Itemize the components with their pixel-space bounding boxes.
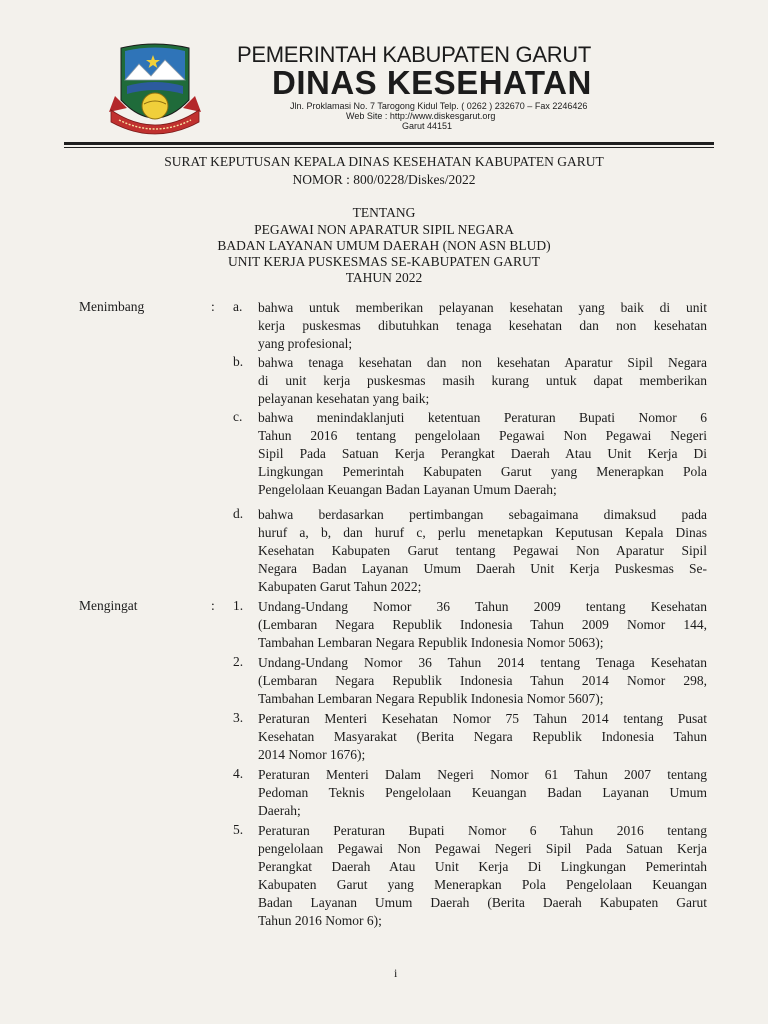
letterhead-rule-thin — [64, 147, 714, 148]
list-item-line: Tambahan Lembaran Negara Republik Indonesia Nomor 5607); — [258, 691, 604, 706]
letterhead-rule-thick — [64, 142, 714, 145]
menimbang-colon: : — [211, 299, 215, 314]
list-item-line: Peraturan Menteri Kesehatan Nomor 75 Tahun 2014 tentang Pusat — [258, 711, 707, 726]
subject-line: PEGAWAI NON APARATUR SIPIL NEGARA — [254, 222, 514, 237]
list-marker: 3. — [233, 710, 244, 725]
list-item-line: huruf a, b, dan huruf c, perlu menetapkan Keputusan Kepala Dinas — [258, 525, 707, 540]
list-marker: b. — [233, 354, 244, 369]
list-item-line: Badan Layanan Umum Daerah (Berita Daerah Kabupaten Garut — [258, 895, 707, 910]
garut-regency-emblem — [107, 40, 203, 140]
mengingat-colon: : — [211, 598, 215, 613]
list-item-line: pengelolaan Pegawai Non Pegawai Negeri Sipil Pada Satuan Kerja — [258, 841, 707, 856]
agency-website: Web Site : http://www.diskesgarut.org — [346, 111, 496, 121]
list-item-line: pelayanan kesehatan yang baik; — [258, 391, 430, 406]
subject-line: UNIT KERJA PUSKESMAS SE-KABUPATEN GARUT — [227, 254, 541, 269]
list-item-line: bahwa tenaga kesehatan dan non kesehatan Aparatur Sipil Negara — [258, 355, 707, 370]
mengingat-label: Mengingat — [79, 598, 138, 613]
agency-city: Garut 44151 — [402, 121, 453, 131]
list-item-line: Kabupaten Garut Tahun 2022; — [258, 579, 422, 594]
list-item-line: (Lembaran Negara Republik Indonesia Tahun 2009 Nomor 144, — [258, 617, 707, 632]
list-marker: 4. — [233, 766, 244, 781]
list-item-line: Pengelolaan Keuangan Badan Layanan Umum Daerah; — [258, 482, 557, 497]
list-item-line: Kabupaten Garut yang Menerapkan Pola Pengelolaan Keuangan — [258, 877, 707, 892]
list-item-line: Peraturan Peraturan Bupati Nomor 6 Tahun 2016 tentang — [258, 823, 707, 838]
list-item-line: yang profesional; — [258, 336, 353, 351]
decree-number: NOMOR : 800/0228/Diskes/2022 — [292, 172, 476, 187]
list-item-line: Daerah; — [258, 803, 301, 818]
list-item-line: Pedoman Teknis Pengelolaan Keuangan Badan Layanan Umum — [258, 785, 707, 800]
list-item-line: di unit kerja puskesmas masih kurang untuk dapat memberikan — [258, 373, 707, 388]
list-item-line: Kesehatan Kabupaten Garut tentang Pegawai Non Aparatur Sipil — [258, 543, 707, 558]
list-item-line: kerja puskesmas dibutuhkan tenaga kesehatan dan non kesehatan — [258, 318, 707, 333]
list-item-line: (Lembaran Negara Republik Indonesia Tahun 2014 Nomor 298, — [258, 673, 707, 688]
list-item-line: Tambahan Lembaran Negara Republik Indonesia Nomor 5063); — [258, 635, 604, 650]
list-item-line: bahwa menindaklanjuti ketentuan Peraturan Bupati Nomor 6 — [258, 410, 707, 425]
list-marker: d. — [233, 506, 244, 521]
list-item-line: Lingkungan Pemerintah Kabupaten Garut yang Menerapkan Pola — [258, 464, 707, 479]
list-marker: c. — [233, 409, 243, 424]
list-marker: 1. — [233, 598, 244, 613]
list-item-line: bahwa untuk memberikan pelayanan kesehatan yang baik di unit — [258, 300, 707, 315]
page-number: i — [394, 966, 398, 980]
decree-title: SURAT KEPUTUSAN KEPALA DINAS KESEHATAN KABUPATEN GARUT — [164, 154, 604, 169]
list-marker: 5. — [233, 822, 244, 837]
list-item-line: Perangkat Daerah Atau Unit Kerja Di Lingkungan Pemerintah — [258, 859, 707, 874]
menimbang-label: Menimbang — [79, 299, 145, 314]
list-item-line: Tahun 2016 Nomor 6); — [258, 913, 382, 928]
list-marker: 2. — [233, 654, 244, 669]
list-item-line: Sipil Pada Satuan Kerja Perangkat Daerah Atau Unit Kerja Di — [258, 446, 707, 461]
subject-line: TENTANG — [352, 205, 416, 220]
list-item-line: Negara Badan Layanan Umum Daerah Unit Kerja Puskesmas Se- — [258, 561, 707, 576]
subject-line: TAHUN 2022 — [345, 270, 423, 285]
list-item-line: 2014 Nomor 1676); — [258, 747, 366, 762]
list-item-line: Peraturan Menteri Dalam Negeri Nomor 61 Tahun 2007 tentang — [258, 767, 707, 782]
list-item-line: bahwa berdasarkan pertimbangan sebagaimana dimaksud pada — [258, 507, 707, 522]
list-marker: a. — [233, 299, 243, 314]
list-item-line: Undang-Undang Nomor 36 Tahun 2014 tentang Tenaga Kesehatan — [258, 655, 707, 670]
agency-name: DINAS KESEHATAN — [272, 64, 592, 101]
government-name: PEMERINTAH KABUPATEN GARUT — [237, 42, 592, 67]
list-item-line: Tahun 2016 tentang pengelolaan Pegawai Non Pegawai Negeri — [258, 428, 707, 443]
subject-line: BADAN LAYANAN UMUM DAERAH (NON ASN BLUD) — [217, 238, 551, 253]
list-item-line: Kesehatan Masyarakat (Berita Negara Republik Indonesia Tahun — [258, 729, 707, 744]
agency-address: Jln. Proklamasi No. 7 Tarogong Kidul Telp. ( 0262 ) 232670 – Fax 2246426 — [290, 101, 588, 111]
list-item-line: Undang-Undang Nomor 36 Tahun 2009 tentang Kesehatan — [258, 599, 707, 614]
